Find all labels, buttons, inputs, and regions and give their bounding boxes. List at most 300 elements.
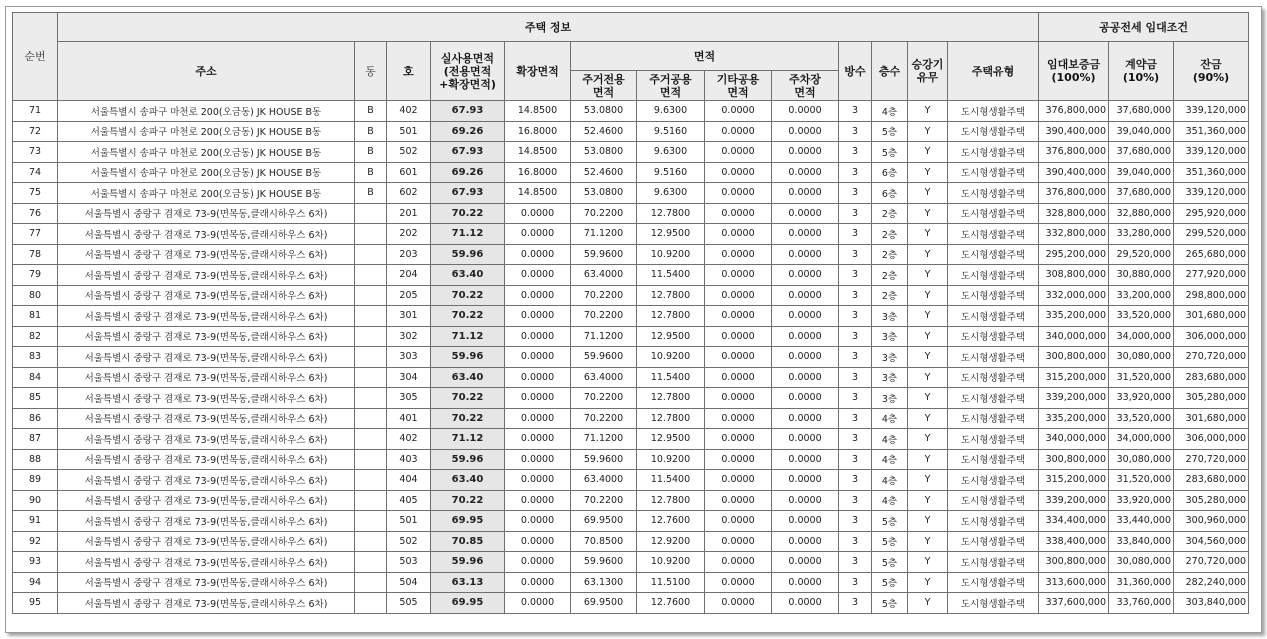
floor-cell: 5층	[872, 593, 908, 614]
floor-cell: 6층	[872, 183, 908, 204]
real-area-cell: 71.12	[431, 326, 505, 347]
deposit-cell: 335,200,000	[1039, 408, 1109, 429]
dong-cell	[355, 388, 387, 409]
common-area-cell: 9.5160	[637, 162, 705, 183]
private-area-cell: 53.0800	[571, 101, 637, 122]
housing-type-cell: 도시형생활주택	[948, 285, 1039, 306]
housing-type-cell: 도시형생활주택	[948, 306, 1039, 327]
other-area-cell: 0.0000	[705, 265, 772, 286]
table-row	[13, 183, 1249, 204]
ho-cell: 503	[387, 552, 431, 573]
rooms-cell: 3	[839, 285, 872, 306]
ext-area-header: 확장면적	[505, 42, 571, 101]
ext-area-cell: 0.0000	[505, 593, 571, 614]
private-area-cell: 63.4000	[571, 367, 637, 388]
elevator-cell: Y	[908, 490, 948, 511]
private-area-cell: 70.2200	[571, 408, 637, 429]
balance-cell: 295,920,000	[1174, 203, 1249, 224]
parking-area-cell: 0.0000	[772, 429, 839, 450]
table-row	[13, 552, 1249, 573]
parking-area-cell: 0.0000	[772, 490, 839, 511]
address-cell: 서울특별시 중랑구 겸재로 73-9(면목동,클래시하우스 6차)	[58, 593, 355, 614]
ext-area-cell: 0.0000	[505, 531, 571, 552]
ext-area-cell: 0.0000	[505, 224, 571, 245]
table-row	[13, 511, 1249, 532]
floor-cell: 4층	[872, 470, 908, 491]
common-area-cell: 11.5400	[637, 265, 705, 286]
ext-area-cell: 0.0000	[505, 388, 571, 409]
rooms-cell: 3	[839, 224, 872, 245]
seq-cell: 90	[13, 490, 58, 511]
real-area-cell: 67.93	[431, 101, 505, 122]
ext-area-cell: 14.8500	[505, 101, 571, 122]
rooms-cell: 3	[839, 429, 872, 450]
contract-cell: 31,360,000	[1109, 572, 1174, 593]
housing-type-cell: 도시형생활주택	[948, 162, 1039, 183]
seq-cell: 87	[13, 429, 58, 450]
housing-type-cell: 도시형생활주택	[948, 224, 1039, 245]
balance-cell: 304,560,000	[1174, 531, 1249, 552]
contract-cell: 31,520,000	[1109, 470, 1174, 491]
rooms-cell: 3	[839, 367, 872, 388]
private-area-cell: 71.1200	[571, 429, 637, 450]
other-area-cell: 0.0000	[705, 121, 772, 142]
seq-cell: 85	[13, 388, 58, 409]
elevator-cell: Y	[908, 203, 948, 224]
elevator-cell: Y	[908, 552, 948, 573]
ho-cell: 502	[387, 531, 431, 552]
rooms-cell: 3	[839, 121, 872, 142]
rooms-cell: 3	[839, 408, 872, 429]
balance-cell: 301,680,000	[1174, 306, 1249, 327]
ext-area-cell: 0.0000	[505, 285, 571, 306]
table-row	[13, 388, 1249, 409]
housing-type-cell: 도시형생활주택	[948, 121, 1039, 142]
elevator-cell: Y	[908, 449, 948, 470]
address-cell: 서울특별시 송파구 마천로 200(오금동) JK HOUSE B동	[58, 162, 355, 183]
housing-type-cell: 도시형생활주택	[948, 183, 1039, 204]
common-area-cell: 9.6300	[637, 142, 705, 163]
deposit-cell: 337,600,000	[1039, 593, 1109, 614]
rooms-cell: 3	[839, 203, 872, 224]
balance-cell: 299,520,000	[1174, 224, 1249, 245]
parking-area-cell: 0.0000	[772, 142, 839, 163]
housing-type-cell: 도시형생활주택	[948, 347, 1039, 368]
floor-cell: 4층	[872, 408, 908, 429]
address-cell: 서울특별시 중랑구 겸재로 73-9(면목동,클래시하우스 6차)	[58, 326, 355, 347]
dong-cell: B	[355, 142, 387, 163]
seq-cell: 75	[13, 183, 58, 204]
seq-cell: 94	[13, 572, 58, 593]
dong-cell: B	[355, 101, 387, 122]
parking-area-cell: 0.0000	[772, 367, 839, 388]
ext-area-cell: 0.0000	[505, 367, 571, 388]
dong-cell	[355, 224, 387, 245]
other-area-cell: 0.0000	[705, 347, 772, 368]
deposit-cell: 300,800,000	[1039, 347, 1109, 368]
rooms-cell: 3	[839, 326, 872, 347]
parking-area-cell: 0.0000	[772, 285, 839, 306]
table-row	[13, 285, 1249, 306]
address-cell: 서울특별시 송파구 마천로 200(오금동) JK HOUSE B동	[58, 183, 355, 204]
ext-area-cell: 14.8500	[505, 142, 571, 163]
contract-cell: 33,520,000	[1109, 408, 1174, 429]
contract-cell: 30,080,000	[1109, 552, 1174, 573]
floor-cell: 3층	[872, 326, 908, 347]
floor-cell: 6층	[872, 162, 908, 183]
seq-cell: 91	[13, 511, 58, 532]
deposit-cell: 332,000,000	[1039, 285, 1109, 306]
common-area-cell: 11.5400	[637, 470, 705, 491]
address-cell: 서울특별시 송파구 마천로 200(오금동) JK HOUSE B동	[58, 142, 355, 163]
common-area-cell: 12.7800	[637, 306, 705, 327]
other-area-cell: 0.0000	[705, 367, 772, 388]
table-row	[13, 326, 1249, 347]
address-cell: 서울특별시 중랑구 겸재로 73-9(면목동,클래시하우스 6차)	[58, 511, 355, 532]
seq-cell: 73	[13, 142, 58, 163]
common-area-cell: 9.5160	[637, 121, 705, 142]
rooms-cell: 3	[839, 142, 872, 163]
private-area-cell: 63.1300	[571, 572, 637, 593]
elevator-cell: Y	[908, 429, 948, 450]
deposit-cell: 340,000,000	[1039, 326, 1109, 347]
common-area-cell: 12.9500	[637, 326, 705, 347]
contract-cell: 29,520,000	[1109, 244, 1174, 265]
contract-cell: 30,080,000	[1109, 347, 1174, 368]
ext-area-cell: 0.0000	[505, 347, 571, 368]
address-cell: 서울특별시 중랑구 겸재로 73-9(면목동,클래시하우스 6차)	[58, 224, 355, 245]
real-area-cell: 69.26	[431, 121, 505, 142]
private-area-cell: 70.2200	[571, 490, 637, 511]
ho-cell: 304	[387, 367, 431, 388]
real-area-cell: 63.13	[431, 572, 505, 593]
rooms-cell: 3	[839, 531, 872, 552]
ho-cell: 601	[387, 162, 431, 183]
contract-cell: 37,680,000	[1109, 142, 1174, 163]
seq-cell: 93	[13, 552, 58, 573]
balance-cell: 306,000,000	[1174, 429, 1249, 450]
seq-cell: 81	[13, 306, 58, 327]
private-area-cell: 53.0800	[571, 142, 637, 163]
dong-cell	[355, 429, 387, 450]
contract-cell: 33,920,000	[1109, 490, 1174, 511]
other-area-cell: 0.0000	[705, 531, 772, 552]
ho-cell: 402	[387, 101, 431, 122]
contract-cell: 34,000,000	[1109, 326, 1174, 347]
other-area-cell: 0.0000	[705, 511, 772, 532]
housing-type-cell: 도시형생활주택	[948, 449, 1039, 470]
deposit-cell: 390,400,000	[1039, 121, 1109, 142]
ho-cell: 205	[387, 285, 431, 306]
real-area-cell: 63.40	[431, 367, 505, 388]
ext-area-cell: 16.8000	[505, 162, 571, 183]
floor-cell: 2층	[872, 203, 908, 224]
contract-cell: 33,520,000	[1109, 306, 1174, 327]
seq-cell: 95	[13, 593, 58, 614]
dong-cell	[355, 285, 387, 306]
real-area-cell: 70.85	[431, 531, 505, 552]
dong-cell	[355, 244, 387, 265]
table-row	[13, 101, 1249, 122]
elevator-cell: Y	[908, 224, 948, 245]
floor-cell: 3층	[872, 306, 908, 327]
other-area-cell: 0.0000	[705, 429, 772, 450]
common-area-cell: 12.7800	[637, 203, 705, 224]
balance-cell: 339,120,000	[1174, 142, 1249, 163]
seq-cell: 77	[13, 224, 58, 245]
housing-type-cell: 도시형생활주택	[948, 429, 1039, 450]
rooms-cell: 3	[839, 388, 872, 409]
housing-type-cell: 도시형생활주택	[948, 408, 1039, 429]
housing-type-cell: 도시형생활주택	[948, 326, 1039, 347]
elevator-cell: Y	[908, 326, 948, 347]
parking-area-cell: 0.0000	[772, 347, 839, 368]
dong-cell: B	[355, 183, 387, 204]
seq-cell: 84	[13, 367, 58, 388]
deposit-cell: 376,800,000	[1039, 183, 1109, 204]
real-area-cell: 69.26	[431, 162, 505, 183]
seq-cell: 82	[13, 326, 58, 347]
dong-cell	[355, 306, 387, 327]
real-area-cell: 67.93	[431, 142, 505, 163]
floor-cell: 5층	[872, 121, 908, 142]
address-cell: 서울특별시 중랑구 겸재로 73-9(면목동,클래시하우스 6차)	[58, 470, 355, 491]
deposit-cell: 390,400,000	[1039, 162, 1109, 183]
ext-area-cell: 0.0000	[505, 306, 571, 327]
dong-cell: B	[355, 121, 387, 142]
parking-area-cell: 0.0000	[772, 572, 839, 593]
dong-cell	[355, 367, 387, 388]
dong-cell	[355, 347, 387, 368]
deposit-cell: 338,400,000	[1039, 531, 1109, 552]
seq-cell: 92	[13, 531, 58, 552]
seq-cell: 78	[13, 244, 58, 265]
deposit-cell: 308,800,000	[1039, 265, 1109, 286]
private-area-cell: 69.9500	[571, 511, 637, 532]
private-area-header: 주거전용 면적	[571, 71, 637, 101]
elevator-cell: Y	[908, 142, 948, 163]
elevator-cell: Y	[908, 306, 948, 327]
address-cell: 서울특별시 중랑구 겸재로 73-9(면목동,클래시하우스 6차)	[58, 265, 355, 286]
housing-type-cell: 도시형생활주택	[948, 101, 1039, 122]
address-cell: 서울특별시 중랑구 겸재로 73-9(면목동,클래시하우스 6차)	[58, 449, 355, 470]
ho-cell: 401	[387, 408, 431, 429]
seq-header: 순번	[13, 13, 58, 101]
dong-cell	[355, 408, 387, 429]
common-area-cell: 12.7600	[637, 593, 705, 614]
private-area-cell: 71.1200	[571, 224, 637, 245]
real-area-cell: 59.96	[431, 347, 505, 368]
dong-cell	[355, 593, 387, 614]
common-area-cell: 12.7800	[637, 388, 705, 409]
ho-cell: 204	[387, 265, 431, 286]
rooms-cell: 3	[839, 265, 872, 286]
dong-cell	[355, 449, 387, 470]
other-area-cell: 0.0000	[705, 449, 772, 470]
ho-cell: 501	[387, 121, 431, 142]
floor-cell: 5층	[872, 552, 908, 573]
parking-area-cell: 0.0000	[772, 326, 839, 347]
other-area-cell: 0.0000	[705, 552, 772, 573]
common-area-cell: 12.7800	[637, 408, 705, 429]
other-area-cell: 0.0000	[705, 572, 772, 593]
private-area-cell: 71.1200	[571, 326, 637, 347]
dong-cell: B	[355, 162, 387, 183]
floors-header: 층수	[872, 42, 908, 101]
elevator-cell: Y	[908, 367, 948, 388]
dong-cell	[355, 490, 387, 511]
private-area-cell: 70.2200	[571, 285, 637, 306]
address-cell: 서울특별시 중랑구 겸재로 73-9(면목동,클래시하우스 6차)	[58, 285, 355, 306]
other-area-cell: 0.0000	[705, 306, 772, 327]
area-header: 면적	[571, 42, 839, 71]
seq-cell: 79	[13, 265, 58, 286]
deposit-header: 임대보증금 (100%)	[1039, 42, 1109, 101]
ho-cell: 502	[387, 142, 431, 163]
elevator-cell: Y	[908, 388, 948, 409]
address-cell: 서울특별시 중랑구 겸재로 73-9(면목동,클래시하우스 6차)	[58, 429, 355, 450]
parking-area-cell: 0.0000	[772, 306, 839, 327]
seq-cell: 76	[13, 203, 58, 224]
rooms-cell: 3	[839, 101, 872, 122]
housing-type-cell: 도시형생활주택	[948, 511, 1039, 532]
real-area-cell: 59.96	[431, 552, 505, 573]
parking-area-header: 주차장 면적	[772, 71, 839, 101]
rooms-cell: 3	[839, 449, 872, 470]
rooms-cell: 3	[839, 572, 872, 593]
common-area-cell: 11.5400	[637, 367, 705, 388]
contract-cell: 39,040,000	[1109, 162, 1174, 183]
address-cell: 서울특별시 중랑구 겸재로 73-9(면목동,클래시하우스 6차)	[58, 531, 355, 552]
rooms-cell: 3	[839, 511, 872, 532]
ho-cell: 201	[387, 203, 431, 224]
other-area-cell: 0.0000	[705, 183, 772, 204]
floor-cell: 4층	[872, 429, 908, 450]
ho-cell: 305	[387, 388, 431, 409]
private-area-cell: 69.9500	[571, 593, 637, 614]
dong-cell	[355, 572, 387, 593]
seq-cell: 88	[13, 449, 58, 470]
rooms-cell: 3	[839, 244, 872, 265]
contract-header: 계약금 (10%)	[1109, 42, 1174, 101]
floor-cell: 5층	[872, 572, 908, 593]
floor-cell: 3층	[872, 347, 908, 368]
table-row	[13, 367, 1249, 388]
deposit-cell: 332,800,000	[1039, 224, 1109, 245]
parking-area-cell: 0.0000	[772, 388, 839, 409]
other-area-cell: 0.0000	[705, 244, 772, 265]
rooms-cell: 3	[839, 552, 872, 573]
private-area-cell: 70.2200	[571, 306, 637, 327]
ho-cell: 405	[387, 490, 431, 511]
ho-cell: 403	[387, 449, 431, 470]
ho-cell: 505	[387, 593, 431, 614]
ext-area-cell: 0.0000	[505, 490, 571, 511]
parking-area-cell: 0.0000	[772, 203, 839, 224]
dong-cell	[355, 531, 387, 552]
floor-cell: 5층	[872, 531, 908, 552]
deposit-cell: 376,800,000	[1039, 142, 1109, 163]
other-area-cell: 0.0000	[705, 224, 772, 245]
other-area-cell: 0.0000	[705, 408, 772, 429]
real-area-header: 실사용면적 (전용면적 +확장면적)	[431, 42, 505, 101]
private-area-cell: 63.4000	[571, 470, 637, 491]
elevator-cell: Y	[908, 183, 948, 204]
contract-cell: 33,440,000	[1109, 511, 1174, 532]
balance-cell: 283,680,000	[1174, 470, 1249, 491]
common-area-cell: 12.7800	[637, 285, 705, 306]
floor-cell: 2층	[872, 244, 908, 265]
private-area-cell: 70.2200	[571, 203, 637, 224]
elevator-cell: Y	[908, 572, 948, 593]
rooms-cell: 3	[839, 347, 872, 368]
common-area-cell: 10.9200	[637, 552, 705, 573]
elevator-header: 승강기 유무	[908, 42, 948, 101]
lease-header: 공공전세 임대조건	[1039, 13, 1249, 42]
elevator-cell: Y	[908, 531, 948, 552]
balance-cell: 282,240,000	[1174, 572, 1249, 593]
balance-cell: 339,120,000	[1174, 101, 1249, 122]
private-area-cell: 63.4000	[571, 265, 637, 286]
parking-area-cell: 0.0000	[772, 101, 839, 122]
ho-cell: 602	[387, 183, 431, 204]
contract-cell: 33,280,000	[1109, 224, 1174, 245]
deposit-cell: 334,400,000	[1039, 511, 1109, 532]
common-area-cell: 12.9200	[637, 531, 705, 552]
ho-cell: 301	[387, 306, 431, 327]
private-area-cell: 70.2200	[571, 388, 637, 409]
seq-cell: 71	[13, 101, 58, 122]
real-area-cell: 59.96	[431, 244, 505, 265]
parking-area-cell: 0.0000	[772, 449, 839, 470]
floor-cell: 5층	[872, 511, 908, 532]
balance-cell: 300,960,000	[1174, 511, 1249, 532]
contract-cell: 33,920,000	[1109, 388, 1174, 409]
deposit-cell: 315,200,000	[1039, 470, 1109, 491]
deposit-cell: 328,800,000	[1039, 203, 1109, 224]
elevator-cell: Y	[908, 101, 948, 122]
parking-area-cell: 0.0000	[772, 183, 839, 204]
private-area-cell: 52.4600	[571, 162, 637, 183]
deposit-cell: 376,800,000	[1039, 101, 1109, 122]
elevator-cell: Y	[908, 470, 948, 491]
table-row	[13, 429, 1249, 450]
other-area-cell: 0.0000	[705, 470, 772, 491]
ext-area-cell: 0.0000	[505, 265, 571, 286]
housing-type-cell: 도시형생활주택	[948, 552, 1039, 573]
balance-cell: 339,120,000	[1174, 183, 1249, 204]
parking-area-cell: 0.0000	[772, 511, 839, 532]
parking-area-cell: 0.0000	[772, 470, 839, 491]
other-area-cell: 0.0000	[705, 593, 772, 614]
balance-cell: 270,720,000	[1174, 449, 1249, 470]
seq-cell: 80	[13, 285, 58, 306]
elevator-cell: Y	[908, 408, 948, 429]
table-row	[13, 490, 1249, 511]
ho-cell: 501	[387, 511, 431, 532]
rooms-cell: 3	[839, 593, 872, 614]
balance-cell: 305,280,000	[1174, 490, 1249, 511]
balance-header: 잔금 (90%)	[1174, 42, 1249, 101]
seq-cell: 72	[13, 121, 58, 142]
dong-cell	[355, 265, 387, 286]
parking-area-cell: 0.0000	[772, 244, 839, 265]
seq-cell: 83	[13, 347, 58, 368]
common-area-cell: 10.9200	[637, 347, 705, 368]
table-row	[13, 121, 1249, 142]
ho-cell: 402	[387, 429, 431, 450]
rooms-cell: 3	[839, 183, 872, 204]
